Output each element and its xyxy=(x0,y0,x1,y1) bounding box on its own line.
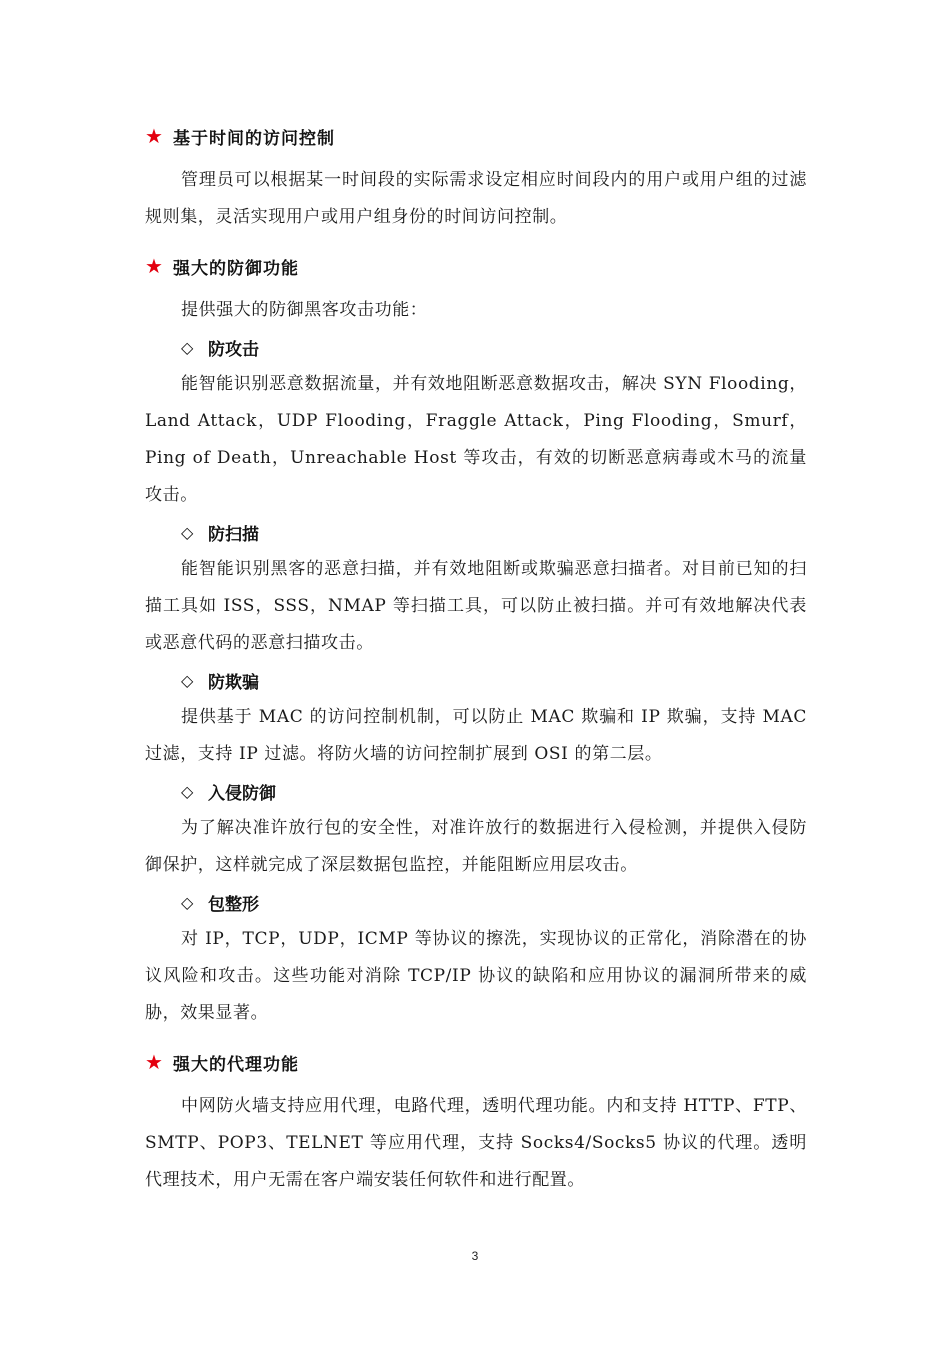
sub-heading-packet-shaping xyxy=(145,884,807,921)
paragraph: 管理员可以根据某一时间段的实际需求设定相应时间段内的用户或用户组的过滤规则集，灵活实现用户或用户组身份的时间访问控制。 xyxy=(145,170,807,227)
section-heading-time-access xyxy=(145,118,807,154)
section-heading-defense xyxy=(145,248,807,284)
paragraph: 中网防火墙支持应用代理，电路代理，透明代理功能。内和支持 HTTP、FTP、SMTP、POP3、TELNET 等应用代理，支持 Socks4/Socks5 协议的代理。透明代理技术，用户无需在客户端安装任何软件和进行配置。 xyxy=(145,1096,807,1190)
paragraph: 为了解决准许放行包的安全性，对准许放行的数据进行入侵检测，并提供入侵防御保护，这样就完成了深层数据包监控，并能阻断应用层攻击。 xyxy=(145,818,807,875)
sub-title: 入侵防御 xyxy=(208,784,276,804)
sub-title: 包整形 xyxy=(208,895,259,915)
sub-title: 防攻击 xyxy=(208,340,259,360)
sub-heading-anti-spoof xyxy=(145,662,807,699)
section-heading-proxy xyxy=(145,1044,807,1080)
section-title: 基于时间的访问控制 xyxy=(173,128,335,149)
diamond-icon: ◇ xyxy=(181,782,194,801)
paragraph: 提供基于 MAC 的访问控制机制，可以防止 MAC 欺骗和 IP 欺骗，支持 MAC 过滤，支持 IP 过滤。将防火墙的访问控制扩展到 OSI 的第二层。 xyxy=(145,707,807,764)
diamond-icon: ◇ xyxy=(181,671,194,690)
section-title: 强大的防御功能 xyxy=(173,258,299,279)
diamond-icon: ◇ xyxy=(181,338,194,357)
red-star-icon: ★ xyxy=(145,124,164,148)
sub-heading-intrusion-prevention xyxy=(145,773,807,810)
sub-title: 防扫描 xyxy=(208,525,259,545)
diamond-icon: ◇ xyxy=(181,893,194,912)
sub-heading-anti-attack xyxy=(145,329,807,366)
paragraph: 能智能识别黑客的恶意扫描，并有效地阻断或欺骗恶意扫描者。对目前已知的扫描工具如 ISS，SSS，NMAP 等扫描工具，可以防止被扫描。并可有效地解决代表或恶意代码的恶意扫描攻击。 xyxy=(145,559,807,653)
diamond-icon: ◇ xyxy=(181,523,194,542)
paragraph: 能智能识别恶意数据流量，并有效地阻断恶意数据攻击，解决 SYN Flooding，Land Attack，UDP Flooding，Fraggle Attack，Ping Flooding，Smurf，Ping of Death，Unreachable Host 等攻击，有效的切断恶意病毒或木马的流量攻击。 xyxy=(145,374,807,505)
page-content xyxy=(145,118,807,1199)
sub-heading-anti-scan xyxy=(145,514,807,551)
page-number: 3 xyxy=(471,1249,479,1263)
sub-title: 防欺骗 xyxy=(208,673,259,693)
section-intro: 提供强大的防御黑客攻击功能： xyxy=(181,300,428,320)
red-star-icon: ★ xyxy=(145,1050,164,1074)
paragraph: 对 IP，TCP，UDP，ICMP 等协议的擦洗，实现协议的正常化，消除潜在的协议风险和攻击。这些功能对消除 TCP/IP 协议的缺陷和应用协议的漏洞所带来的威胁，效果显著。 xyxy=(145,929,807,1023)
section-title: 强大的代理功能 xyxy=(173,1054,299,1075)
red-star-icon: ★ xyxy=(145,254,164,278)
